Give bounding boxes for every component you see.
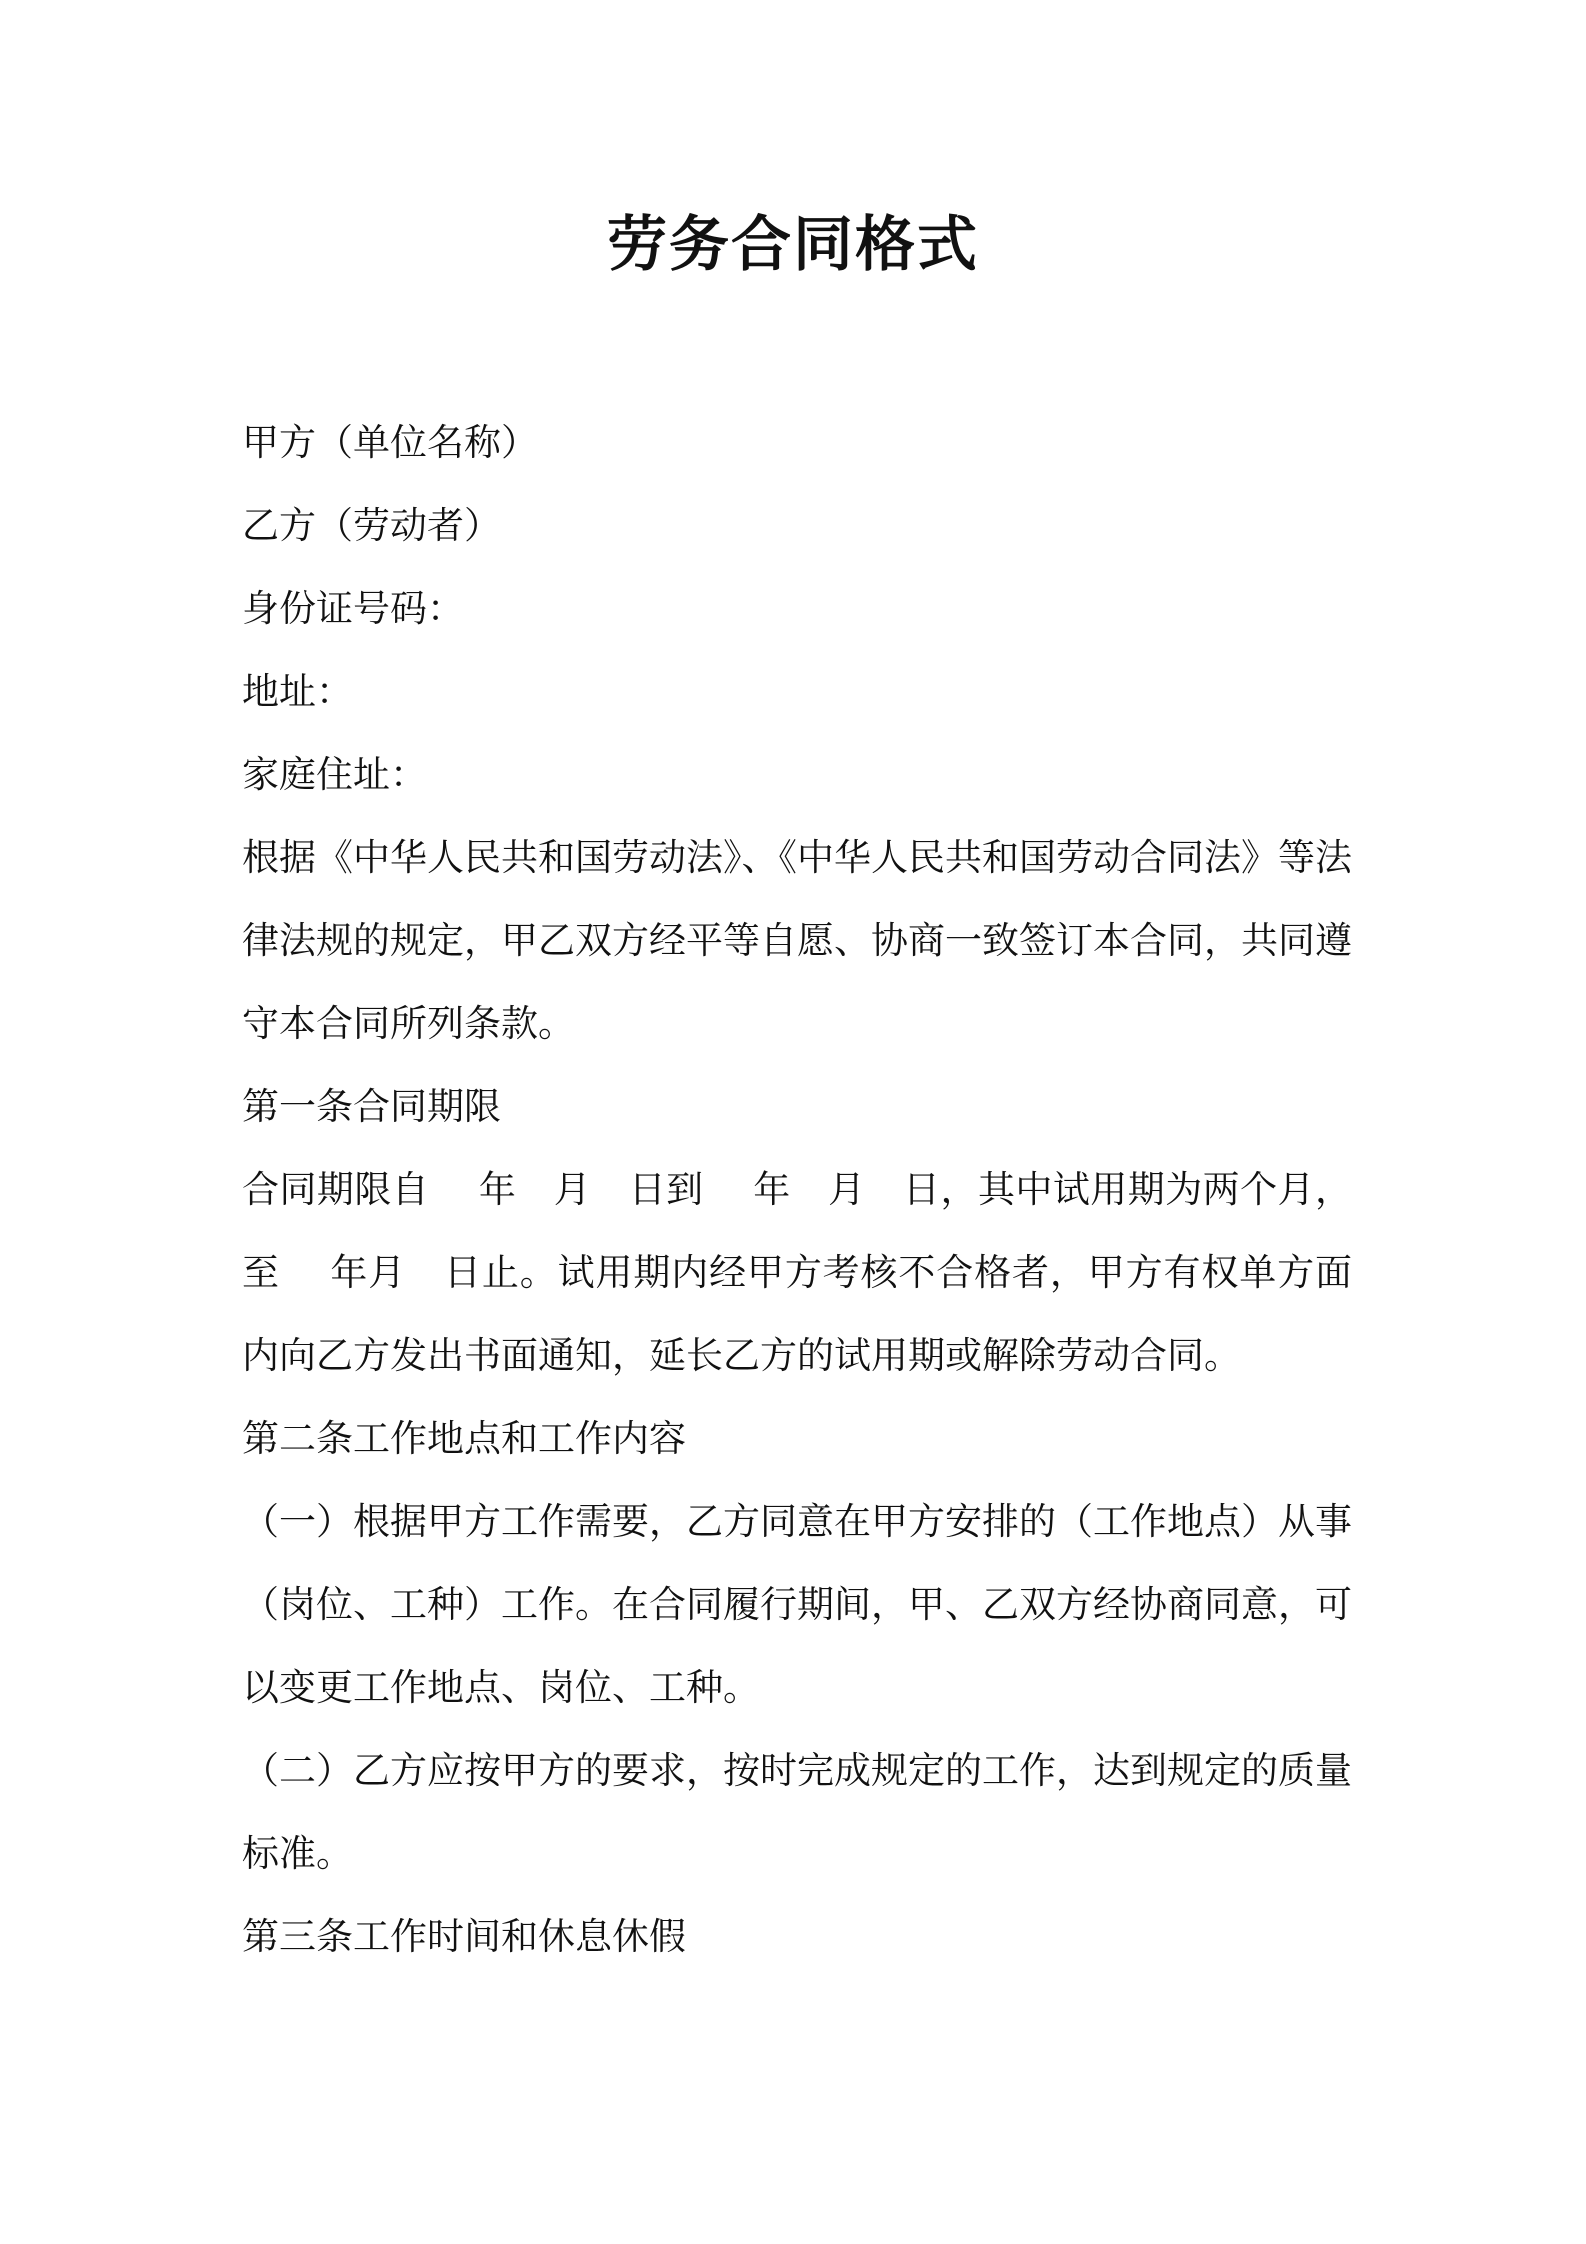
party-b-field: 乙方（劳动者）: [242, 504, 501, 547]
article-3-heading: 第三条工作时间和休息休假: [242, 1915, 686, 1958]
article-2-item-1: （一）根据甲方工作需要，乙方同意在甲方安排的（工作地点）从事（岗位、工种）工作。在合同履行期间，甲、乙双方经协商同意，可以变更工作地点、岗位、工种。: [242, 1500, 1352, 1709]
article-2-heading: 第二条工作地点和工作内容: [242, 1417, 686, 1460]
id-number-field: 身份证号码：: [242, 587, 464, 630]
article-1-text: 合同期限自 年 月 日到 年 月 日，其中试用期为两个月，至 年月 日止。试用期内经甲方考核不合格者，甲方有权单方面内向乙方发出书面通知，延长乙方的试用期或解除劳动合同。: [242, 1168, 1352, 1377]
address-field: 地址：: [242, 670, 353, 713]
article-1-heading: 第一条合同期限: [242, 1085, 501, 1128]
document-title: 劳务合同格式: [607, 210, 979, 280]
article-2-item-2: （二）乙方应按甲方的要求，按时完成规定的工作，达到规定的质量标准。: [242, 1749, 1352, 1875]
home-address-field: 家庭住址：: [242, 753, 427, 796]
preamble-paragraph: 根据《中华人民共和国劳动法》、《中华人民共和国劳动合同法》等法律法规的规定，甲乙双方经平等自愿、协商一致签订本合同，共同遵守本合同所列条款。: [242, 836, 1352, 1045]
party-a-field: 甲方（单位名称）: [242, 421, 538, 464]
document-body: [242, 401, 1352, 1978]
